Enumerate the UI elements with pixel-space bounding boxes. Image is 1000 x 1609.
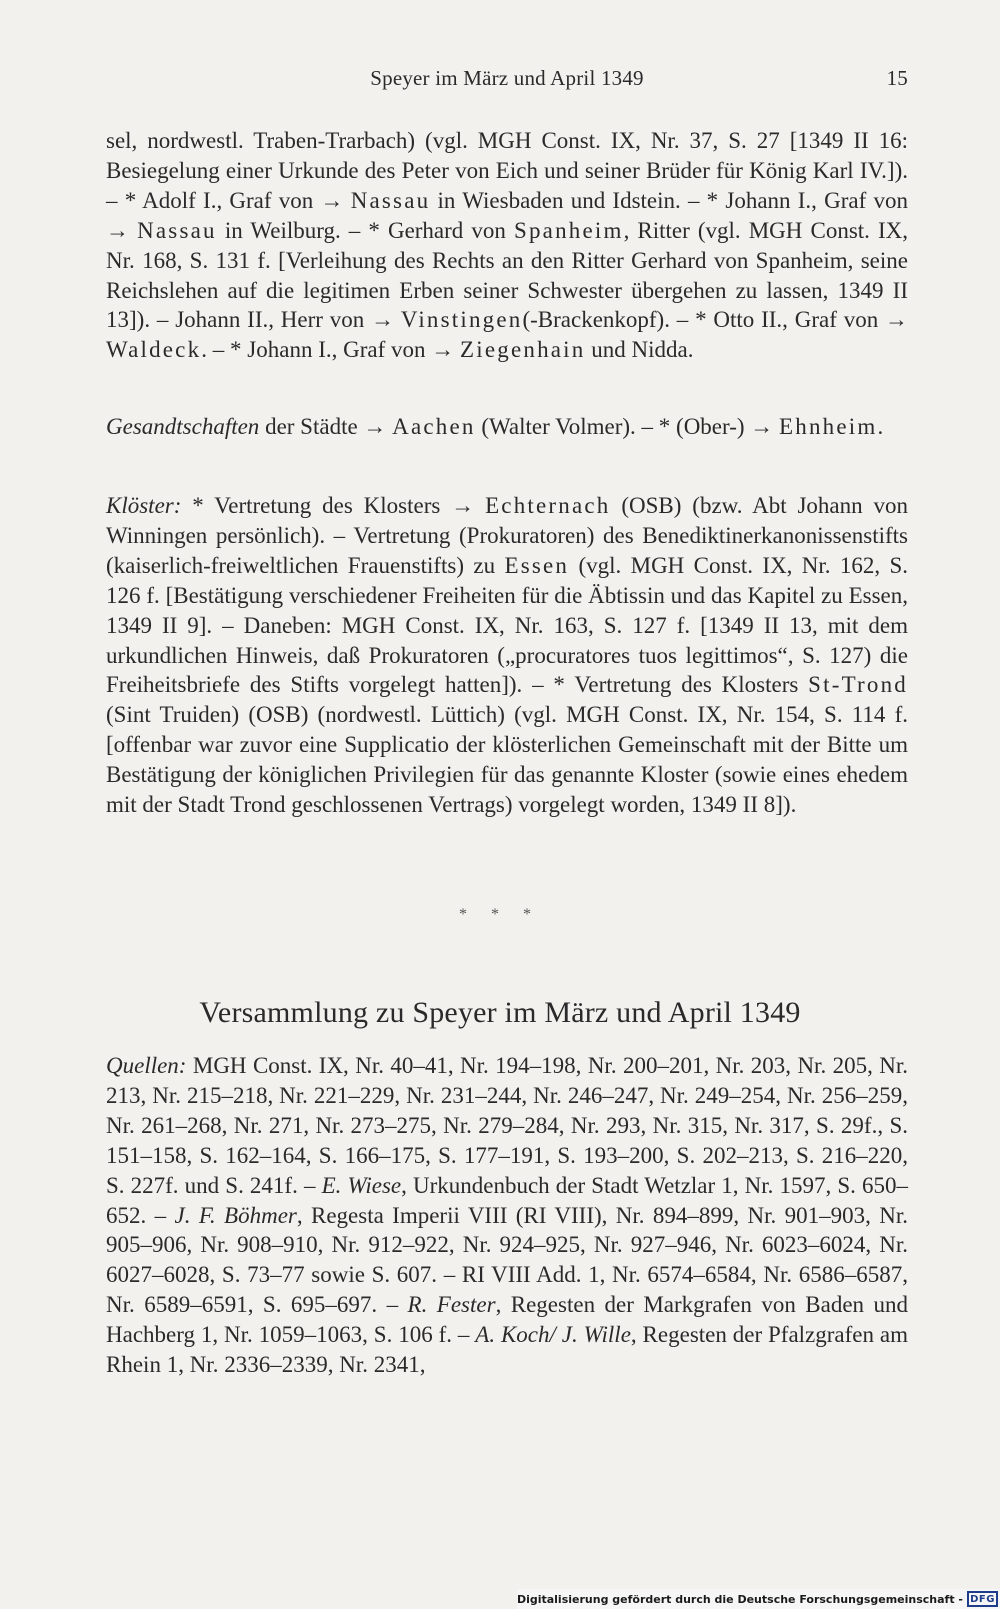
section-separator: * * * <box>459 906 541 923</box>
place-name: Echternach <box>485 493 611 518</box>
place-name: Waldeck <box>106 337 202 363</box>
running-head <box>106 66 908 96</box>
place-name: Ehnheim <box>779 414 878 439</box>
paragraph-label: Klöster: <box>106 493 182 518</box>
paragraph-embassies: Gesandtschaften der Städte → Aachen (Walter Volmer). – * (Ober-) → Ehnheim. <box>106 414 884 439</box>
page-number: 15 <box>886 66 908 90</box>
digitization-footer <box>517 1589 1000 1609</box>
author-name: A. Koch/ J. Wille <box>475 1322 631 1348</box>
paragraph-monasteries: Klöster: * Vertretung des Klosters → Echternach (OSB) (bzw. Abt Johann von Winningen persönlich). – Vertretung (Prokuratoren) des Benediktinerkanonissenstifts (kaiserlich-freiweltlichen Frauenstifts) zu Essen (vgl. MGH Const. IX, Nr. 162, S. 126 f. [Bestätigung verschiedener Freiheiten für die Äbtissin und das Kapitel zu Essen, 1349 II 9]. – Daneben: MGH Const. IX, Nr. 163, S. 127 f. [1349 II 13, mit dem urkundlichen Hinweis, daß Prokuratoren („procuratores tuos legittimos“, S. 127) die Freiheitsbriefe des Stifts vorgelegt hatten]). – * Vertretung des Klosters St-Trond (Sint Truiden) (OSB) (nordwestl. Lüttich) (vgl. MGH Const. IX, Nr. 154, S. 114 f. [offenbar war zuvor eine Supplicatio der klösterlichen Gemeinschaft mit der Bitte um Bestätigung der königlichen Privilegien für das genannte Kloster (sowie eines ehedem mit der Stadt Trond geschlossenen Vertrags) vorgelegt worden, 1349 II 8]). <box>106 493 909 818</box>
paragraph-participants-continued: sel, nordwestl. Traben-Trarbach) (vgl. MGH Const. IX, Nr. 37, S. 27 [1349 II 16: Besiegelung einer Urkunde des Peter von Eich und seiner Brüder für König Karl IV.]). – * Adolf I., Graf von → Nassau in Wiesbaden und Idstein. – * Johann I., Graf von → Nassau in Weilburg. – * Gerhard von Spanheim, Ritter (vgl. MGH Const. IX, Nr. 168, S. 131 f. [Verleihung des Rechts an den Ritter Gerhard von Spanheim, seine Reichslehen auf die legitimen Erben seiner Schwester übergehen zu lassen, 1349 II 13]). – Johann II., Herr von → Vinstingen(-Brackenkopf). – * Otto II., Graf von → Waldeck. – * Johann I., Graf von → Ziegenhain und Nidda. <box>106 128 909 363</box>
place-name: Spanheim <box>513 217 624 243</box>
author-name: R. Fester <box>407 1292 496 1318</box>
dfg-logo-icon: DFG <box>967 1591 998 1607</box>
paragraph-sources: Quellen: MGH Const. IX, Nr. 40–41, Nr. 194–198, Nr. 200–201, Nr. 203, Nr. 205, Nr. 213, Nr. 215–218, Nr. 221–229, Nr. 231–244, Nr. 246–247, Nr. 249–254, Nr. 256–259, Nr. 261–268, Nr. 271, Nr. 273–275, Nr. 279–284, Nr. 293, Nr. 315, Nr. 317, S. 29f., S. 151–158, S. 162–164, S. 166–175, S. 177–191, S. 193–200, S. 202–213, S. 216–220, S. 227f. und S. 241f. – E. Wiese, Urkundenbuch der Stadt Wetzlar 1, Nr. 1597, S. 650–652. – J. F. Böhmer, Regesta Imperii VIII (RI VIII), Nr. 894–899, Nr. 901–903, Nr. 905–906, Nr. 908–910, Nr. 912–922, Nr. 924–925, Nr. 927–946, Nr. 6023–6024, Nr. 6027–6028, S. 73–77 sowie S. 607. – RI VIII Add. 1, Nr. 6574–6584, Nr. 6586–6587, Nr. 6589–6591, S. 695–697. – R. Fester, Regesten der Markgrafen von Baden und Hachberg 1, Nr. 1059–1063, S. 106 f. – A. Koch/ J. Wille, Regesten der Pfalzgrafen am Rhein 1, Nr. 2336–2339, Nr. 2341, <box>106 1053 908 1378</box>
author-name: J. F. Böhmer <box>174 1202 297 1228</box>
place-name: Essen <box>504 552 570 578</box>
footer-credit: Digitalisierung gefördert durch die Deutsche Forschungsgemeinschaft - <box>516 1592 963 1606</box>
paragraph-label: Gesandtschaften <box>106 414 260 439</box>
paragraph-label: Quellen: <box>106 1053 187 1078</box>
place-name: St-Trond <box>808 672 908 698</box>
place-name: Nassau <box>137 217 217 243</box>
place-name: Vinstingen <box>400 307 523 333</box>
place-name: Ziegenhain <box>460 337 586 363</box>
place-name: Nassau <box>350 187 431 213</box>
author-name: E. Wiese <box>321 1172 402 1198</box>
place-name: Aachen <box>392 414 476 439</box>
running-head-title: Speyer im März und April 1349 <box>370 66 644 90</box>
section-title: Versammlung zu Speyer im März und April 1349 <box>199 996 801 1029</box>
